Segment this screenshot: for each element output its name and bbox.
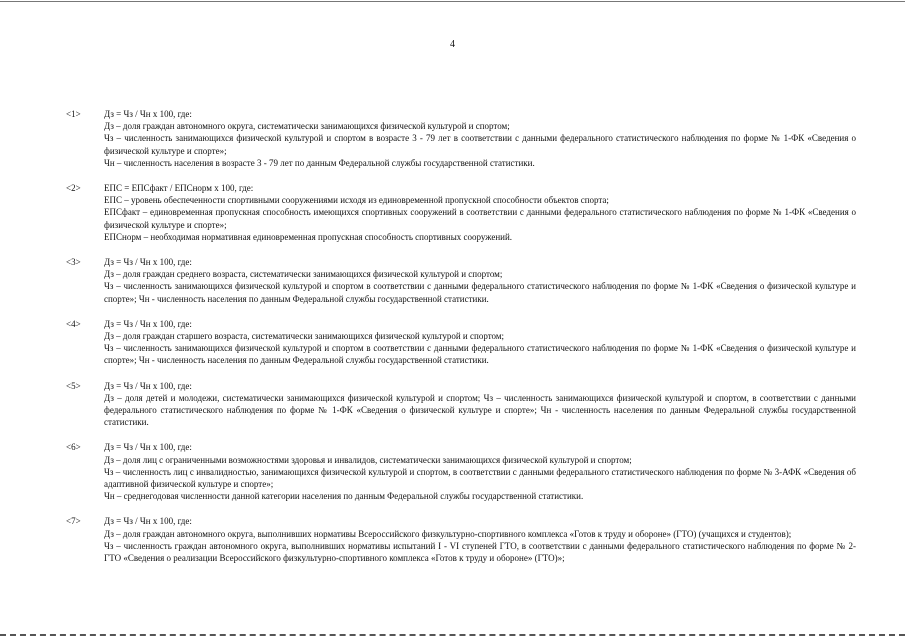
definition-line: Дз – доля граждан автономного округа, выполнивших нормативы Всероссийского физкультурно-спортивного комплекса «Готов к труду и обороне» (ГТО) (учащихся и студентов); <box>104 528 792 539</box>
footnote-marker: <3> <box>66 257 81 268</box>
footnote-body <box>104 108 856 169</box>
footnote-3 <box>66 256 866 305</box>
footnote-marker: <6> <box>66 442 81 453</box>
footnote-1 <box>66 108 866 169</box>
formula: ЕПС = ЕПСфакт / ЕПСнорм x 100, где: <box>104 183 254 194</box>
definition-line: ЕПС – уровень обеспеченности спортивными сооружениями исходя из единовременной пропускной способности объектов спорта; <box>104 195 609 206</box>
footnote-marker: <1> <box>66 109 81 119</box>
footnotes-list <box>66 108 866 577</box>
formula: Дз = Чз / Чн x 100, где: <box>104 257 192 268</box>
formula: Дз = Чз / Чн x 100, где: <box>104 442 192 453</box>
definition-line: Чз – численность граждан автономного округа, выполнивших нормативы испытаний I - VI ступеней ГТО, в соответствии с данными федерального статистического наблюдения по форме № 2-ГТО «Сведения о реализации Всероссийского физкультурно-спортивного комплекса «Готов к труду и обороне» (ГТО)»; <box>104 540 856 564</box>
formula: Дз = Чз / Чн x 100, где: <box>104 318 192 329</box>
definition-line: Дз – доля граждан среднего возраста, систематически занимающихся физической культурой и спортом; <box>104 269 503 280</box>
definition-line: Дз – доля детей и молодежи, систематически занимающихся физической культурой и спортом; Чз – численность занимающихся физической культурой и спортом, в соответствии с данными федерального статистического наблюдения по форме № 1-ФК «Сведения о физической культуре и спорте»; Чн - численность населения по данным Федеральной службы государственной статистики. <box>104 392 856 428</box>
footnote-6 <box>66 441 866 502</box>
definition-line: Дз – доля лиц с ограниченными возможностями здоровья и инвалидов, систематически занимающихся физической культурой и спортом; <box>104 454 632 465</box>
footnote-body <box>104 515 856 564</box>
footnote-4 <box>66 318 866 367</box>
definition-line: Чн – среднегодовая численности данной категории населения по данным Федеральной службы государственной статистики. <box>104 491 584 502</box>
formula: Дз = Чз / Чн x 100, где: <box>104 109 192 119</box>
footnote-body <box>104 318 856 367</box>
definition-line: Дз – доля граждан автономного округа, систематически занимающихся физической культурой и спортом; <box>104 121 510 132</box>
footnote-marker: <2> <box>66 183 81 194</box>
scan-edge-top <box>0 1 905 2</box>
page-number: 4 <box>450 39 455 50</box>
definition-line: Чз – численность занимающихся физической культурой и спортом в соответствии с данными федерального статистического наблюдения по форме № 1-ФК «Сведения о физической культуре и спорте»; Чн - численность населения по данным Федеральной службы государственной статистики. <box>104 343 856 366</box>
footnote-body <box>104 441 856 502</box>
formula: Дз = Чз / Чн x 100, где: <box>104 380 192 391</box>
definition-line: Дз – доля граждан старшего возраста, систематически занимающихся физической культурой и спортом; <box>104 331 505 342</box>
scan-edge-bottom <box>0 634 905 636</box>
definition-line: Чз – численность занимающихся физической культурой и спортом в возрасте 3 - 79 лет в соответствии с данными федерального статистического наблюдения по форме № 1-ФК «Сведения о физической культуре и спорте»; <box>104 133 856 156</box>
footnote-7 <box>66 515 866 564</box>
footnote-body <box>104 256 856 305</box>
footnote-2 <box>66 182 866 243</box>
definition-line: Чз – численность лиц с инвалидностью, занимающихся физической культурой и спортом, в соответствии с данными федерального статистического наблюдения по форме № 3-АФК «Сведения об адаптивной физической культуре и спорте»; <box>104 466 856 490</box>
definition-line: Чз – численность занимающихся физической культурой и спортом в соответствии с данными федерального статистического наблюдения по форме № 1-ФК «Сведения о физической культуре и спорте»; Чн - численность населения по данным Федеральной службы государственной статистики. <box>104 281 856 304</box>
footnote-body <box>104 380 856 429</box>
definition-line: Чн – численность населения в возрасте 3 - 79 лет по данным Федеральной службы государственной статистики. <box>104 157 535 168</box>
formula: Дз = Чз / Чн x 100, где: <box>104 516 192 527</box>
footnote-marker: <4> <box>66 318 81 329</box>
footnote-5 <box>66 380 866 429</box>
footnote-body <box>104 182 856 243</box>
footnote-marker: <5> <box>66 380 81 391</box>
definition-line: ЕПСнорм – необходимая нормативная единовременная пропускная способность спортивных сооружений. <box>104 231 513 242</box>
footnote-marker: <7> <box>66 516 81 527</box>
definition-line: ЕПСфакт – единовременная пропускная способность имеющихся спортивных сооружений в соответствии с данными федерального статистического наблюдения по форме № 1-ФК «Сведения о физической культуре и спорте»; <box>104 207 856 230</box>
